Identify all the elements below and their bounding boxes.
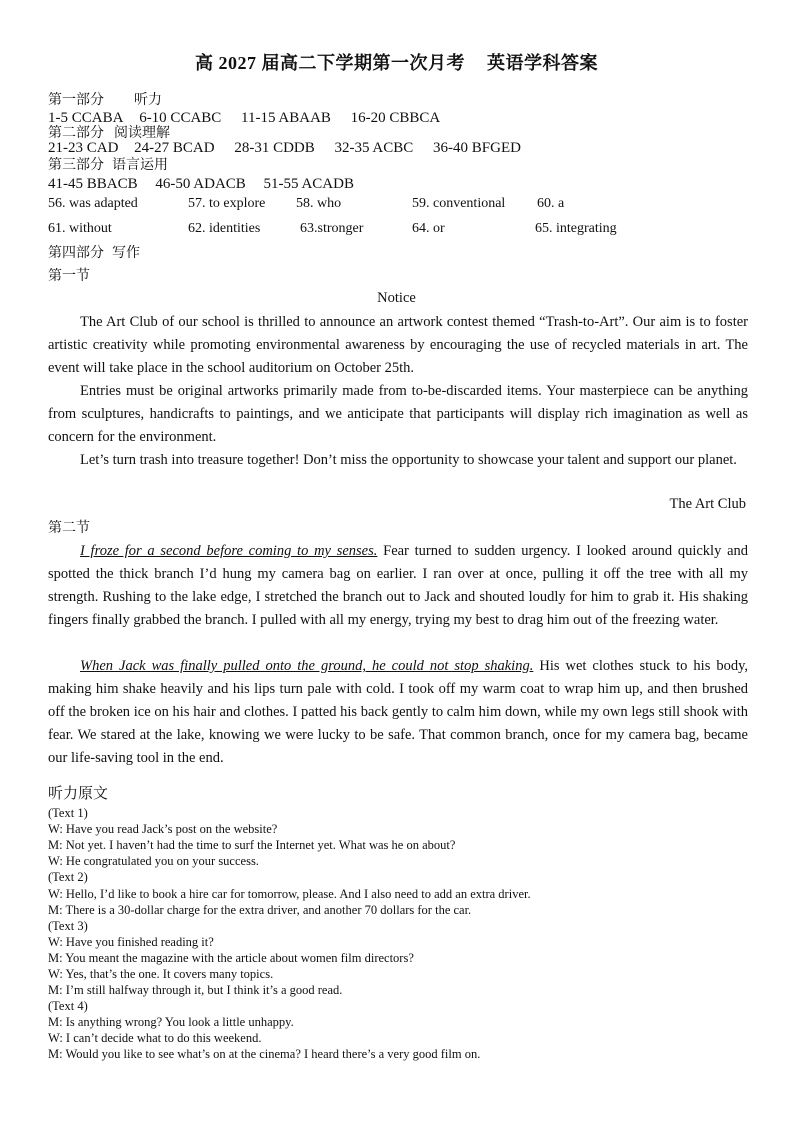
answer-group: 32-35 ACBC	[334, 140, 414, 156]
part3-answers	[48, 174, 354, 194]
transcript-line: M: Would you like to see what’s on at the cinema? I heard there’s a very good film on.	[48, 1047, 481, 1061]
transcript-line: M: There is a 30-dollar charge for the extra driver, and another 70 dollars for the car.	[48, 903, 472, 917]
part3-heading: 第三部分 语言运用	[48, 158, 168, 173]
fill-answer: 63.stronger	[300, 221, 364, 236]
answer-group: 46-50 ADACB	[155, 176, 246, 192]
transcript-line: M: Not yet. I haven’t had the time to surf the Internet yet. What was he on about?	[48, 838, 456, 852]
transcript-line: M: I’m still halfway through it, but I think it’s a good read.	[48, 983, 343, 997]
answer-group: 16-20 CBBCA	[350, 110, 441, 126]
notice-heading: Notice	[377, 290, 416, 306]
fill-answer: 61. without	[48, 221, 112, 236]
fill-answer: 57. to explore	[188, 196, 266, 211]
title-subject: 英语学科答案	[487, 53, 598, 73]
transcript-line: M: Is anything wrong? You look a little unhappy.	[48, 1015, 294, 1029]
fill-answer: 64. or	[412, 221, 445, 236]
transcript-line: W: Have you finished reading it?	[48, 935, 214, 949]
answer-group: 1-5 CCABA	[48, 110, 124, 126]
notice-paragraph: Let’s turn trash into treasure together! Don’t miss the opportunity to showcase your talent and support our planet.	[80, 452, 737, 468]
page-title	[0, 49, 793, 75]
transcript-line: (Text 4)	[48, 999, 88, 1013]
title-exam: 高 2027 届高二下学期第一次月考	[195, 53, 465, 73]
answer-group: 6-10 CCABC	[139, 110, 222, 126]
transcript-line: W: Yes, that’s the one. It covers many topics.	[48, 967, 274, 981]
notice-paragraph: Entries must be original artworks primarily made from to-be-discarded items. Your masterpiece can be anything from sculptures, handicrafts to paintings, and we anticipate that participants will display rich imagination as well as concern for the environment.	[48, 383, 748, 445]
transcript-heading: 听力原文	[48, 786, 109, 802]
notice-signature: The Art Club	[669, 496, 746, 512]
fill-answer: 56. was adapted	[48, 196, 138, 211]
given-opening-sentence: I froze for a second before coming to my senses.	[80, 543, 378, 559]
fill-answer: 60. a	[537, 196, 565, 211]
transcript-line: W: Hello, I’d like to book a hire car for tomorrow, please. And I also need to add an extra driver.	[48, 887, 531, 901]
fill-answer: 58. who	[296, 196, 342, 211]
transcript-line: M: You meant the magazine with the article about women film directors?	[48, 951, 414, 965]
story-paragraph: I froze for a second before coming to my senses. Fear turned to sudden urgency. I looked around quickly and spotted the thick branch I’d hung my camera bag on earlier. I ran over at once, pulling it off the tree with all my strength. Rushing to the lake edge, I stretched the branch out to Jack and shouted loudly for him to grab it. His shaking fingers finally grabbed the branch. I pulled with all my energy, trying my best to drag him out of the freezing water.	[48, 543, 748, 628]
transcript-line: W: He congratulated you on your success.	[48, 854, 259, 868]
given-opening-sentence: When Jack was finally pulled onto the ground, he could not stop shaking.	[80, 658, 534, 674]
part2-heading: 第二部分 阅读理解	[48, 126, 170, 141]
transcript-line: W: I can’t decide what to do this weekend.	[48, 1031, 262, 1045]
section2-label: 第二节	[48, 521, 90, 536]
section1-label: 第一节	[48, 269, 90, 284]
answer-group: 28-31 CDDB	[234, 140, 315, 156]
transcript-line: (Text 3)	[48, 919, 88, 933]
fill-answer: 59. conventional	[412, 196, 506, 211]
notice-paragraph: The Art Club of our school is thrilled to announce an artwork contest themed “Trash-to-Art”. Our aim is to foster artistic creativity while promoting environmental awareness by encouraging the use of recycled materials in art. The event will take place in the school auditorium on October 25th.	[48, 314, 748, 376]
fill-answer: 62. identities	[188, 221, 261, 236]
answer-group: 21-23 CAD	[48, 140, 119, 156]
fill-answer: 65. integrating	[535, 221, 617, 236]
answer-group: 11-15 ABAAB	[241, 110, 331, 126]
answer-group: 41-45 BBACB	[48, 176, 138, 192]
transcript-line: (Text 1)	[48, 806, 88, 820]
part1-heading: 第一部分 听力	[48, 93, 162, 108]
answer-group: 24-27 BCAD	[134, 140, 215, 156]
transcript-line: (Text 2)	[48, 870, 88, 884]
answer-group: 51-55 ACADB	[263, 176, 354, 192]
part4-heading: 第四部分 写作	[48, 246, 140, 261]
answer-group: 36-40 BFGED	[433, 140, 521, 156]
transcript-line: W: Have you read Jack’s post on the website?	[48, 822, 278, 836]
part2-answers	[48, 138, 521, 158]
story-paragraph: When Jack was finally pulled onto the ground, he could not stop shaking. His wet clothes stuck to his body, making him shake heavily and his lips turn pale with cold. I took off my warm coat to wrap him up, and then brushed off the broken ice on his hair and clothes. I patted his back gently to calm him down, while my own legs still shook with fear. We stared at the lake, knowing we were lucky to be safe. That common branch, once for my camera bag, became our life-saving tool in the end.	[48, 658, 749, 766]
